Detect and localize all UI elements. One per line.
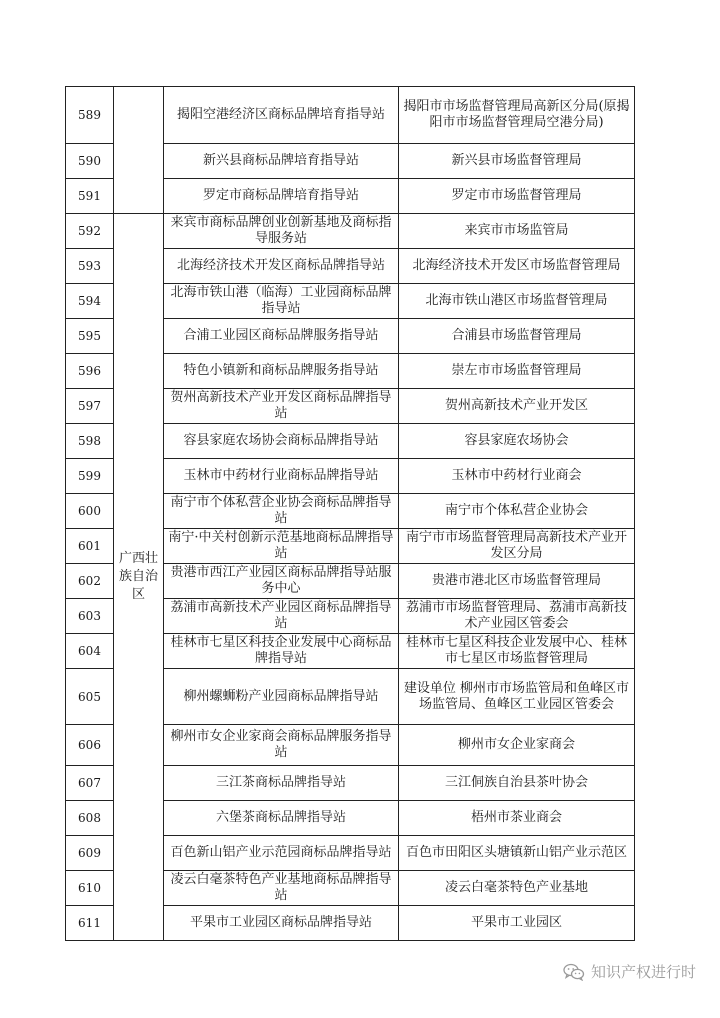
- station-name: 玉林市中药材行业商标品牌指导站: [164, 459, 399, 494]
- row-number: 601: [66, 529, 114, 564]
- establishing-unit: 崇左市市场监督管理局: [399, 354, 635, 389]
- station-name: 合浦工业园区商标品牌服务指导站: [164, 319, 399, 354]
- station-name: 柳州螺蛳粉产业园商标品牌指导站: [164, 669, 399, 725]
- region-cell-empty: [114, 87, 164, 214]
- station-name: 三江茶商标品牌指导站: [164, 766, 399, 801]
- row-number: 600: [66, 494, 114, 529]
- row-number: 594: [66, 284, 114, 319]
- station-name: 北海市铁山港（临海）工业园商标品牌指导站: [164, 284, 399, 319]
- establishing-unit: 容县家庭农场协会: [399, 424, 635, 459]
- establishing-unit: 平果市工业园区: [399, 906, 635, 941]
- row-number: 595: [66, 319, 114, 354]
- row-number: 592: [66, 214, 114, 249]
- establishing-unit: 凌云白毫茶特色产业基地: [399, 871, 635, 906]
- station-name: 百色新山铝产业示范园商标品牌指导站: [164, 836, 399, 871]
- row-number: 607: [66, 766, 114, 801]
- table-row: [66, 87, 635, 144]
- establishing-unit: 百色市田阳区头塘镇新山铝产业示范区: [399, 836, 635, 871]
- row-number: 605: [66, 669, 114, 725]
- establishing-unit: 贵港市港北区市场监督管理局: [399, 564, 635, 599]
- row-number: 596: [66, 354, 114, 389]
- watermark-text: 知识产权进行时: [590, 963, 696, 981]
- establishing-unit: 北海经济技术开发区市场监督管理局: [399, 249, 635, 284]
- row-number: 599: [66, 459, 114, 494]
- station-name: 六堡茶商标品牌指导站: [164, 801, 399, 836]
- station-name: 来宾市商标品牌创业创新基地及商标指导服务站: [164, 214, 399, 249]
- table-row: [66, 214, 635, 249]
- station-name: 桂林市七星区科技企业发展中心商标品牌指导站: [164, 634, 399, 669]
- row-number: 609: [66, 836, 114, 871]
- station-table: [65, 86, 635, 941]
- region-cell: 广西壮族自治区: [114, 214, 164, 941]
- establishing-unit: 合浦县市场监督管理局: [399, 319, 635, 354]
- station-name: 罗定市商标品牌培育指导站: [164, 179, 399, 214]
- establishing-unit: 荔浦市市场监督管理局、荔浦市高新技术产业园区管委会: [399, 599, 635, 634]
- establishing-unit: 来宾市市场监管局: [399, 214, 635, 249]
- establishing-unit: 南宁市市场监督管理局高新技术产业开发区分局: [399, 529, 635, 564]
- station-name: 凌云白毫茶特色产业基地商标品牌指导站: [164, 871, 399, 906]
- row-number: 606: [66, 725, 114, 766]
- wechat-icon: [563, 963, 585, 981]
- establishing-unit: 建设单位 柳州市市场监管局和鱼峰区市场监管局、鱼峰区工业园区管委会: [399, 669, 635, 725]
- station-name: 南宁·中关村创新示范基地商标品牌指导站: [164, 529, 399, 564]
- station-name: 贺州高新技术产业开发区商标品牌指导站: [164, 389, 399, 424]
- station-name: 南宁市个体私营企业协会商标品牌指导站: [164, 494, 399, 529]
- station-name: 北海经济技术开发区商标品牌指导站: [164, 249, 399, 284]
- row-number: 611: [66, 906, 114, 941]
- row-number: 604: [66, 634, 114, 669]
- row-number: 590: [66, 144, 114, 179]
- row-number: 593: [66, 249, 114, 284]
- establishing-unit: 新兴县市场监督管理局: [399, 144, 635, 179]
- establishing-unit: 桂林市七星区科技企业发展中心、桂林市七星区市场监督管理局: [399, 634, 635, 669]
- establishing-unit: 贺州高新技术产业开发区: [399, 389, 635, 424]
- establishing-unit: 揭阳市市场监督管理局高新区分局(原揭阳市市场监督管理局空港分局): [399, 87, 635, 144]
- establishing-unit: 柳州市女企业家商会: [399, 725, 635, 766]
- establishing-unit: 三江侗族自治县茶叶协会: [399, 766, 635, 801]
- station-name: 容县家庭农场协会商标品牌指导站: [164, 424, 399, 459]
- station-name: 柳州市女企业家商会商标品牌服务指导站: [164, 725, 399, 766]
- row-number: 603: [66, 599, 114, 634]
- row-number: 597: [66, 389, 114, 424]
- establishing-unit: 梧州市茶业商会: [399, 801, 635, 836]
- row-number: 608: [66, 801, 114, 836]
- establishing-unit: 玉林市中药材行业商会: [399, 459, 635, 494]
- establishing-unit: 北海市铁山港区市场监督管理局: [399, 284, 635, 319]
- station-name: 平果市工业园区商标品牌指导站: [164, 906, 399, 941]
- row-number: 610: [66, 871, 114, 906]
- station-name: 贵港市西江产业园区商标品牌指导站服务中心: [164, 564, 399, 599]
- row-number: 598: [66, 424, 114, 459]
- station-name: 揭阳空港经济区商标品牌培育指导站: [164, 87, 399, 144]
- station-name: 荔浦市高新技术产业园区商标品牌指导站: [164, 599, 399, 634]
- establishing-unit: 罗定市市场监督管理局: [399, 179, 635, 214]
- station-name: 新兴县商标品牌培育指导站: [164, 144, 399, 179]
- watermark: [563, 961, 696, 982]
- row-number: 602: [66, 564, 114, 599]
- row-number: 589: [66, 87, 114, 144]
- station-name: 特色小镇新和商标品牌服务指导站: [164, 354, 399, 389]
- establishing-unit: 南宁市个体私营企业协会: [399, 494, 635, 529]
- row-number: 591: [66, 179, 114, 214]
